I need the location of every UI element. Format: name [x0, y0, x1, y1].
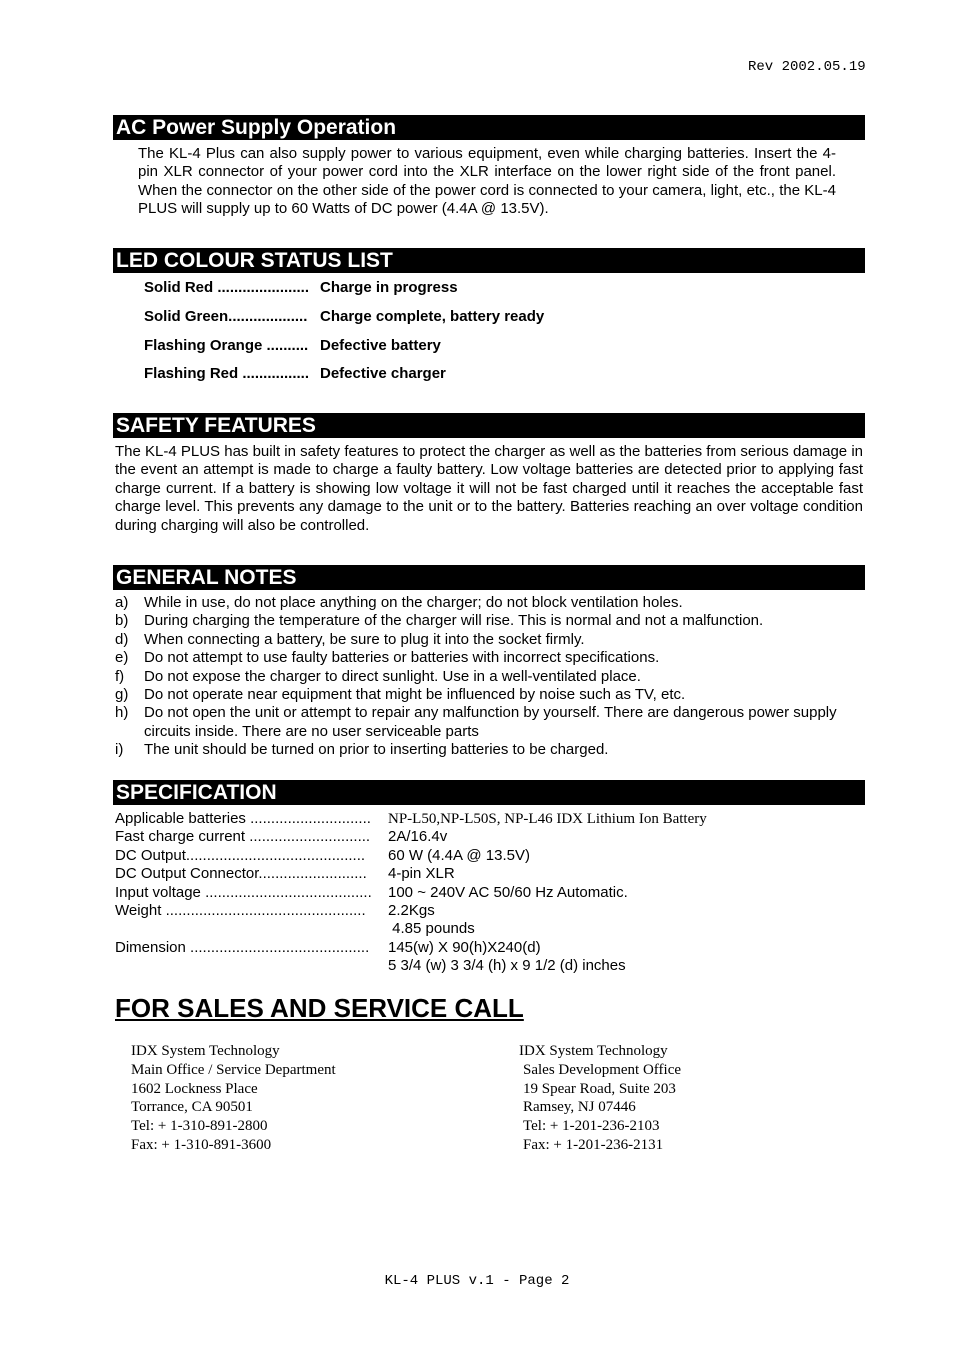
spec-row [115, 828, 707, 846]
specification-table [115, 810, 707, 976]
sales-service-heading: FOR SALES AND SERVICE CALL [115, 993, 524, 1023]
led-status-value: Charge complete, battery ready [320, 308, 545, 325]
address-line: Tel: + 1-310-891-2800 [131, 1118, 268, 1135]
spec-key: Dimension ........................................... [115, 938, 370, 956]
list-item [115, 668, 855, 686]
section-heading-led-status: LED COLOUR STATUS LIST [113, 248, 865, 273]
spec-key: Weight ................................................ [115, 901, 366, 919]
list-marker: h) [115, 704, 129, 722]
section-heading-safety: SAFETY FEATURES [113, 413, 865, 438]
list-marker: a) [115, 594, 129, 611]
spec-row [115, 884, 707, 902]
led-status-row [144, 308, 544, 325]
spec-value: 145(w) X 90(h)X240(d) [388, 938, 541, 956]
address-line: Ramsey, NJ 07446 [523, 1099, 636, 1116]
spec-row [115, 865, 707, 883]
spec-row [115, 920, 707, 938]
list-item [115, 631, 855, 649]
spec-key [115, 920, 388, 938]
address-line: Main Office / Service Department [131, 1061, 336, 1078]
spec-row [115, 939, 707, 957]
led-status-value: Defective battery [320, 337, 441, 354]
list-item-text: Do not operate near equipment that might be influenced by noise such as TV, etc. [144, 686, 686, 704]
safety-paragraph: The KL-4 PLUS has built in safety features to protect the charger as well as the batteries from serious damage in the event an attempt is made to charge a faulty battery. Low voltage batteries are detected prior to applying fast charge current. If a battery is showing low voltage it will not be fast charged until it reaches the acceptable fast charge level. This prevents any damage to the unit or to the battery. Batteries reaching an over voltage condition during charging will also be controlled. [115, 443, 863, 534]
address-line: Tel: + 1-201-236-2103 [523, 1118, 660, 1135]
spec-row [115, 847, 707, 865]
spec-row [115, 810, 707, 828]
address-line: Torrance, CA 90501 [131, 1099, 253, 1116]
list-item [115, 649, 855, 667]
main-office-address [131, 1042, 336, 1155]
revision-date: Rev 2002.05.19 [748, 59, 866, 75]
address-line: IDX System Technology [131, 1043, 280, 1059]
list-item-text: During charging the temperature of the charger will rise. This is normal and not a malfunction. [144, 612, 764, 630]
general-notes-list [115, 594, 855, 760]
address-line: 19 Spear Road, Suite 203 [523, 1080, 676, 1097]
led-status-label: Flashing Red ................ [144, 365, 310, 382]
list-item-text: Do not attempt to use faulty batteries or batteries with incorrect specifications. [144, 649, 660, 667]
list-item [115, 741, 855, 759]
list-marker: i) [115, 741, 124, 759]
spec-key: Fast charge current ............................. [115, 828, 371, 846]
led-status-row [144, 279, 458, 296]
list-item-text: The unit should be turned on prior to inserting batteries to be charged. [144, 741, 609, 759]
list-marker: e) [115, 649, 129, 667]
spec-row [115, 902, 707, 920]
spec-value: NP-L50,NP-L50S, NP-L46 IDX Lithium Ion Battery [388, 811, 707, 827]
section-heading-ac-power: AC Power Supply Operation [113, 115, 865, 140]
spec-row [115, 957, 707, 975]
spec-key: DC Output Connector.......................... [115, 865, 367, 883]
spec-value: 2A/16.4v [388, 828, 448, 846]
spec-key [115, 957, 388, 975]
led-status-label: Flashing Orange .......... [144, 337, 309, 354]
list-marker: b) [115, 612, 129, 630]
spec-key: Applicable batteries ............................. [115, 810, 371, 827]
address-line: IDX System Technology [519, 1043, 668, 1059]
list-item-text: When connecting a battery, be sure to plug it into the socket firmly. [144, 630, 585, 648]
spec-value: 2.2Kgs [388, 901, 435, 919]
spec-key: DC Output........................................... [115, 846, 366, 864]
led-status-row [144, 365, 446, 382]
list-item [115, 612, 855, 630]
spec-key: Input voltage ........................................ [115, 883, 372, 901]
list-marker: f) [115, 667, 125, 685]
led-status-value: Defective charger [320, 365, 446, 382]
page-footer: KL-4 PLUS v.1 - Page 2 [384, 1273, 570, 1289]
spec-value: 4-pin XLR [388, 865, 455, 883]
list-item-text: Do not expose the charger to direct sunlight. Use in a well-ventilated place. [144, 667, 641, 685]
sales-office-address [519, 1042, 681, 1155]
address-line: Fax: + 1-201-236-2131 [523, 1136, 664, 1153]
section-heading-specification: SPECIFICATION [113, 780, 865, 805]
list-item-text: Do not open the unit or attempt to repair any malfunction by yourself. There are dangerous power supply circuits inside. There are no user serviceable parts [144, 704, 837, 740]
led-status-row [144, 337, 441, 354]
ac-power-paragraph: The KL-4 Plus can also supply power to various equipment, even while charging batteries. Insert the 4-pin XLR connector of your power cord into the XLR interface on the lower right side of the front panel. When the connector on the other side of the power cord is connected to your camera, light, etc., the KL-4 PLUS will supply up to 60 Watts of DC power (4.4A @ 13.5V). [138, 145, 836, 218]
list-marker: d) [115, 630, 129, 648]
led-status-value: Charge in progress [320, 279, 458, 296]
section-heading-general-notes: GENERAL NOTES [113, 565, 865, 590]
list-item-text: While in use, do not place anything on the charger; do not block ventilation holes. [144, 594, 683, 611]
list-item [115, 686, 855, 704]
spec-value: 5 3/4 (w) 3 3/4 (h) x 9 1/2 (d) inches [388, 957, 626, 975]
spec-value: 4.85 pounds [388, 920, 475, 938]
spec-value: 60 W (4.4A @ 13.5V) [388, 846, 530, 864]
led-status-label: Solid Red ...................... [144, 279, 310, 296]
address-line: Sales Development Office [523, 1061, 682, 1078]
list-marker: g) [115, 686, 129, 704]
led-status-label: Solid Green................... [144, 308, 308, 325]
spec-value: 100 ~ 240V AC 50/60 Hz Automatic. [388, 883, 628, 901]
address-line: 1602 Lockness Place [131, 1080, 258, 1097]
list-item [115, 594, 855, 612]
list-item [115, 704, 855, 741]
address-line: Fax: + 1-310-891-3600 [131, 1136, 272, 1153]
